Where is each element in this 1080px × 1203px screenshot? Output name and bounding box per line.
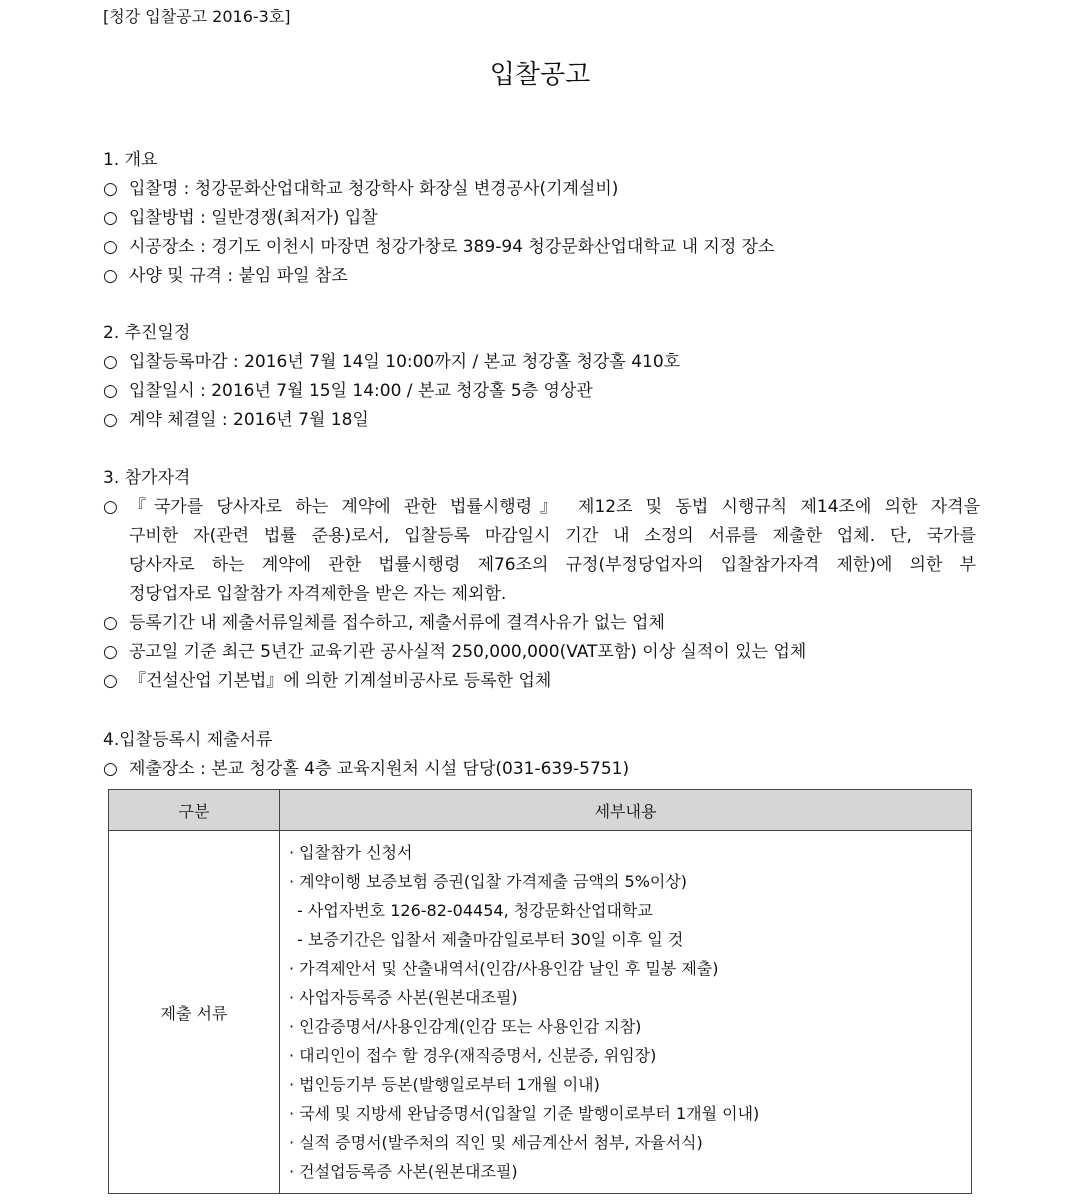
schedule-item: ○ 입찰일시 : 2016년 7월 15일 14:00 / 본교 청강홀 5층 영상관 [103,381,593,401]
submission-place: ○ 제출장소 : 본교 청강홀 4층 교육지원처 시설 담당(031-639-5751) [103,759,630,779]
schedule-heading: 2. 추진일정 [103,323,191,343]
details-cell [280,831,972,1194]
list-item: · 입찰참가 신청서 [289,843,413,862]
circle-bullet-icon: ○ [103,381,118,401]
list-item: · 계약이행 보증보험 증권(입찰 가격제출 금액의 5%이상) [289,872,688,891]
overview-item: ○ 입찰방법 : 일반경쟁(최저가) 입찰 [103,208,378,228]
qualification-item: ○ 『국가를 당사자로 하는 계약에 관한 법률시행령』 제12조 및 동법 시행규칙 제14조에 의한 자격을 [103,497,980,517]
table-header-details: 세부내용 [280,790,972,831]
circle-bullet-icon: ○ [103,266,118,286]
qualification-item: ○ 공고일 기준 최근 5년간 교육기관 공사실적 250,000,000(VAT포함) 이상 실적이 있는 업체 [103,642,807,662]
table-header-category: 구분 [109,790,280,831]
qualification-heading: 3. 참가자격 [103,468,191,488]
circle-bullet-icon: ○ [103,179,118,199]
circle-bullet-icon: ○ [103,613,118,633]
circle-bullet-icon: ○ [103,759,118,779]
qualification-item-continuation: 구비한 자(관련 법률 준용)로서, 입찰등록 마감일시 기간 내 소정의 서류를 제출한 업체. 단, 국가를 [129,526,976,546]
schedule-item: ○ 계약 체결일 : 2016년 7월 18일 [103,410,369,430]
overview-item: ○ 사양 및 규격 : 붙임 파일 참조 [103,266,348,286]
table-row [109,831,972,1194]
list-item: · 법인등기부 등본(발행일로부터 1개월 이내) [289,1075,600,1094]
overview-item: ○ 입찰명 : 청강문화산업대학교 청강학사 화장실 변경공사(기계설비) [103,179,619,199]
table-header-row [109,790,972,831]
overview-item: ○ 시공장소 : 경기도 이천시 마장면 청강가창로 389-94 청강문화산업대학교 내 지정 장소 [103,237,775,257]
page-title: 입찰공고 [489,60,591,90]
overview-heading: 1. 개요 [103,150,158,170]
circle-bullet-icon: ○ [103,208,118,228]
list-item: · 인감증명서/사용인감계(인감 또는 사용인감 지참) [289,1017,642,1036]
schedule-item: ○ 입찰등록마감 : 2016년 7월 14일 10:00까지 / 본교 청강홀 청강홀 410호 [103,352,681,372]
circle-bullet-icon: ○ [103,410,118,430]
list-item: · 건설업등록증 사본(원본대조필) [289,1162,518,1181]
qualification-item-continuation: 정당업자로 입찰참가 자격제한을 받은 자는 제외함. [129,584,507,604]
circle-bullet-icon: ○ [103,642,118,662]
circle-bullet-icon: ○ [103,671,118,691]
list-item: · 국세 및 지방세 완납증명서(입찰일 기준 발행이로부터 1개월 이내) [289,1104,760,1123]
qualification-item: ○ 『건설산업 기본법』에 의한 기계설비공사로 등록한 업체 [103,671,552,691]
qualification-item: ○ 등록기간 내 제출서류일체를 접수하고, 제출서류에 결격사유가 없는 업체 [103,613,665,633]
qualification-item-continuation: 당사자로 하는 계약에 관한 법률시행령 제76조의 규정(부정당업자의 입찰참가자격 제한)에 의한 부 [129,555,976,575]
documents-table [108,789,972,1194]
circle-bullet-icon: ○ [103,497,118,517]
circle-bullet-icon: ○ [103,352,118,372]
notice-number: [청강 입찰공고 2016-3호] [103,7,291,26]
list-item: - 사업자번호 126-82-04454, 청강문화산업대학교 [297,901,653,920]
list-item: · 가격제안서 및 산출내역서(인감/사용인감 날인 후 밀봉 제출) [289,959,719,978]
list-item: · 대리인이 접수 할 경우(재직증명서, 신분증, 위임장) [289,1046,657,1065]
category-cell: 제출 서류 [109,831,280,1194]
documents-heading: 4.입찰등록시 제출서류 [103,730,273,750]
circle-bullet-icon: ○ [103,237,118,257]
list-item: · 실적 증명서(발주처의 직인 및 세금계산서 첨부, 자율서식) [289,1133,703,1152]
list-item: · 사업자등록증 사본(원본대조필) [289,988,518,1007]
list-item: - 보증기간은 입찰서 제출마감일로부터 30일 이후 일 것 [297,930,684,949]
